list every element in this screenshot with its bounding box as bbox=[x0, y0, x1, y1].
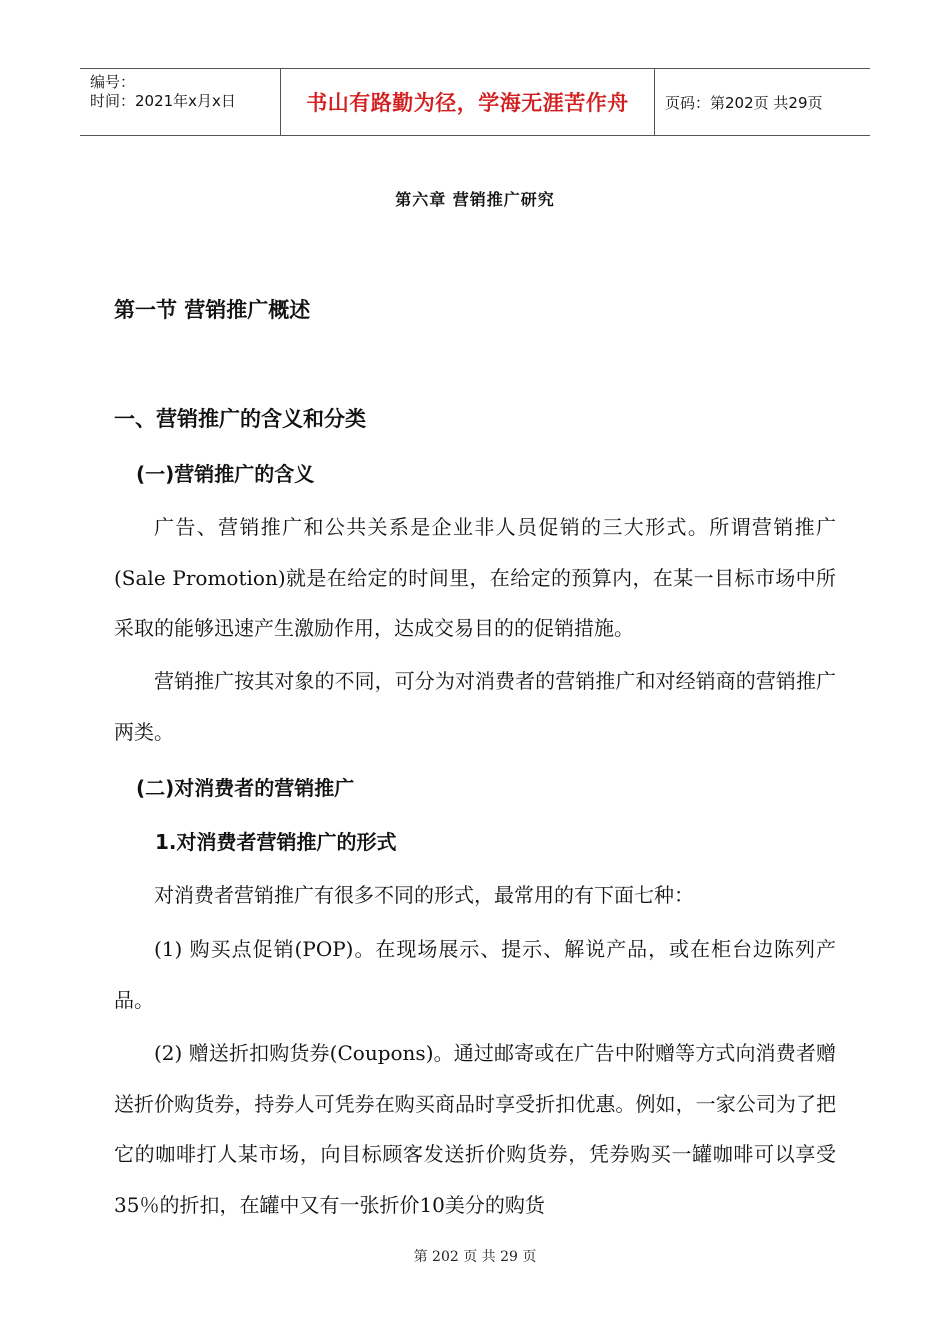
page-footer: 第 202 页 共 29 页 bbox=[413, 1249, 537, 1265]
header-meta-cell bbox=[80, 69, 281, 135]
page-header bbox=[80, 68, 870, 136]
chapter-title: 第六章 营销推广研究 bbox=[395, 190, 555, 209]
list-item-pop: (1) 购买点促销(POP)。在现场展示、提示、解说产品，或在柜台边陈列产品。 bbox=[114, 937, 836, 1012]
document-number-label: 编号： bbox=[90, 73, 136, 91]
subheading-definition: (一)营销推广的含义 bbox=[136, 462, 315, 486]
header-motto: 书山有路勤为径，学海无涯苦作舟 bbox=[281, 69, 655, 135]
paragraph-definition: 广告、营销推广和公共关系是企业非人员促销的三大形式。所谓营销推广(Sale Promotion)就是在给定的时间里，在给定的预算内，在某一目标市场中所采取的能够迅速产生激励作用，达成交易目的的促销措施。 bbox=[114, 515, 836, 640]
header-page-info: 页码：第202页 共29页 bbox=[665, 93, 823, 112]
paragraph-classification: 营销推广按其对象的不同，可分为对消费者的营销推广和对经销商的营销推广两类。 bbox=[114, 669, 836, 744]
section-title: 第一节 营销推广概述 bbox=[114, 298, 311, 322]
list-item-coupons: (2) 赠送折扣购货券(Coupons)。通过邮寄或在广告中附赠等方式向消费者赠送折价购货券，持券人可凭券在购买商品时享受折扣优惠。例如，一家公司为了把它的咖啡打人某市场，向目标顾客发送折价购货券，凭券购买一罐咖啡可以享受35％的折扣，在罐中又有一张折价10美分的购货 bbox=[114, 1041, 836, 1217]
paragraph-forms-intro: 对消费者营销推广有很多不同的形式，最常用的有下面七种： bbox=[154, 883, 694, 907]
document-date-label: 时间：2021年x月x日 bbox=[90, 92, 236, 110]
subheading-consumer-promotion: (二)对消费者的营销推广 bbox=[136, 776, 355, 800]
subheading-promotion-forms: 1.对消费者营销推广的形式 bbox=[155, 830, 397, 854]
part-heading: 一、营销推广的含义和分类 bbox=[114, 407, 366, 431]
